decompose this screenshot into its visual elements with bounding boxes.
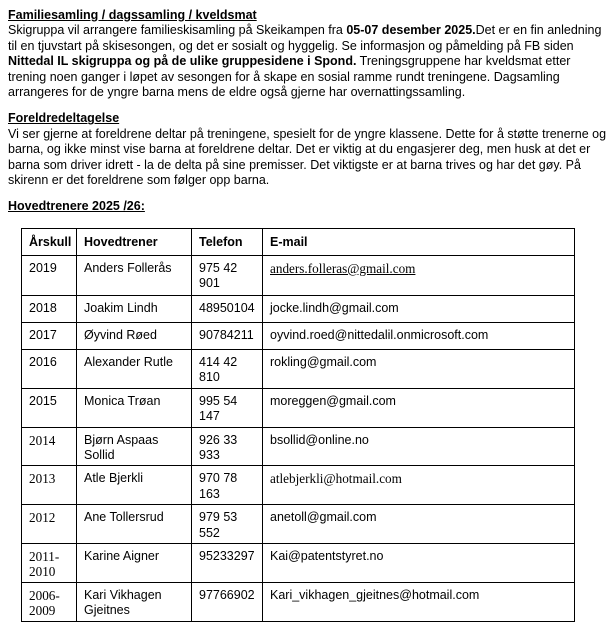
table-header-row: [22, 228, 575, 255]
table-row: [22, 427, 575, 466]
phone-cell: 414 42 810: [192, 349, 263, 388]
email-cell: atlebjerkli@hotmail.com: [263, 466, 575, 505]
email-cell: bsollid@online.no: [263, 427, 575, 466]
trainer-cell: Monica Trøan: [77, 388, 192, 427]
email-cell: rokling@gmail.com: [263, 349, 575, 388]
year-cell: 2016: [22, 349, 77, 388]
familiesamling-fb-page-bold: Nittedal IL skigruppa og på de ulike gruppesidene i Spond.: [8, 54, 357, 69]
table-row: [22, 505, 575, 544]
trainer-cell: Bjørn Aspaas Sollid: [77, 427, 192, 466]
email-cell: moreggen@gmail.com: [263, 388, 575, 427]
table-row: [22, 582, 575, 621]
familiesamling-date-bold: 05-07 desember 2025.: [346, 23, 476, 38]
table-row: [22, 466, 575, 505]
year-cell: 2018: [22, 295, 77, 322]
table-row: [22, 295, 575, 322]
column-header-hovedtrener: Hovedtrener: [77, 228, 192, 255]
email-link[interactable]: anders.folleras@gmail.com: [263, 255, 575, 295]
trainers-table: [21, 228, 575, 622]
table-row: [22, 543, 575, 582]
phone-cell: 95233297: [192, 543, 263, 582]
year-cell: 2019: [22, 255, 77, 295]
email-cell: Kai@patentstyret.no: [263, 543, 575, 582]
column-header-telefon: Telefon: [192, 228, 263, 255]
trainer-cell: Øyvind Røed: [77, 322, 192, 349]
table-row: [22, 388, 575, 427]
phone-cell: 975 42 901: [192, 255, 263, 295]
section-heading-familiesamling: Familiesamling / dagssamling / kveldsmat: [8, 8, 257, 22]
phone-cell: 926 33 933: [192, 427, 263, 466]
email-cell: jocke.lindh@gmail.com: [263, 295, 575, 322]
year-cell: 2006-2009: [22, 582, 77, 621]
year-cell: 2014: [22, 427, 77, 466]
email-cell: anetoll@gmail.com: [263, 505, 575, 544]
email-cell: Kari_vikhagen_gjeitnes@hotmail.com: [263, 582, 575, 621]
phone-cell: 90784211: [192, 322, 263, 349]
section-heading-hovedtrenere: Hovedtrenere 2025 /26:: [8, 199, 145, 214]
column-header-email: E-mail: [263, 228, 575, 255]
phone-cell: 979 53 552: [192, 505, 263, 544]
year-cell: 2011-2010: [22, 543, 77, 582]
email-cell: oyvind.roed@nittedalil.onmicrosoft.com: [263, 322, 575, 349]
familiesamling-text-1: Skigruppa vil arrangere familieskisamling på Skeikampen fra: [8, 23, 347, 38]
familiesamling-text-3: Treningsgruppene har kveldsmat etter trening noen ganger i løpet av sesongen for å skape en sosial ramme rundt treningene. Dagsamling arrangeres for de yngre barna mens de eldre også gjerne har overnattingssamling.: [8, 54, 571, 100]
year-cell: 2017: [22, 322, 77, 349]
table-row: [22, 255, 575, 295]
trainer-cell: Ane Tollersrud: [77, 505, 192, 544]
familiesamling-text-2: Det er en fin anledning til en tjuvstart på skisesongen, og det er sosialt og hyggelig. Se informasjon og påmelding på FB siden: [8, 23, 602, 53]
phone-cell: 995 54 147: [192, 388, 263, 427]
year-cell: 2015: [22, 388, 77, 427]
trainer-cell: Alexander Rutle: [77, 349, 192, 388]
table-row: [22, 322, 575, 349]
phone-cell: 970 78 163: [192, 466, 263, 505]
year-cell: 2013: [22, 466, 77, 505]
phone-cell: 97766902: [192, 582, 263, 621]
trainer-cell: Atle Bjerkli: [77, 466, 192, 505]
trainer-cell: Joakim Lindh: [77, 295, 192, 322]
familiesamling-paragraph: [8, 23, 608, 100]
phone-cell: 48950104: [192, 295, 263, 322]
foreldredeltagelse-paragraph: Vi ser gjerne at foreldrene deltar på treningene, spesielt for de yngre klassene. Dette for å støtte trenerne og barna, og ikke minst vise barna at foreldrene deltar. Det er viktig at du engasjerer deg, men husk at det er barna som driver idrett - la de delta på sine premisser. Det viktigste er at barna trives og har det gøy. På skirenn er det foreldrene som følger opp barna.: [8, 126, 607, 188]
year-cell: 2012: [22, 505, 77, 544]
column-header-arskull: Årskull: [22, 228, 77, 255]
trainer-cell: Kari Vikhagen Gjeitnes: [77, 582, 192, 621]
table-row: [22, 349, 575, 388]
section-heading-foreldredeltagelse: Foreldredeltagelse: [8, 111, 120, 126]
trainer-cell: Karine Aigner: [77, 543, 192, 582]
trainer-cell: Anders Follerås: [77, 255, 192, 295]
